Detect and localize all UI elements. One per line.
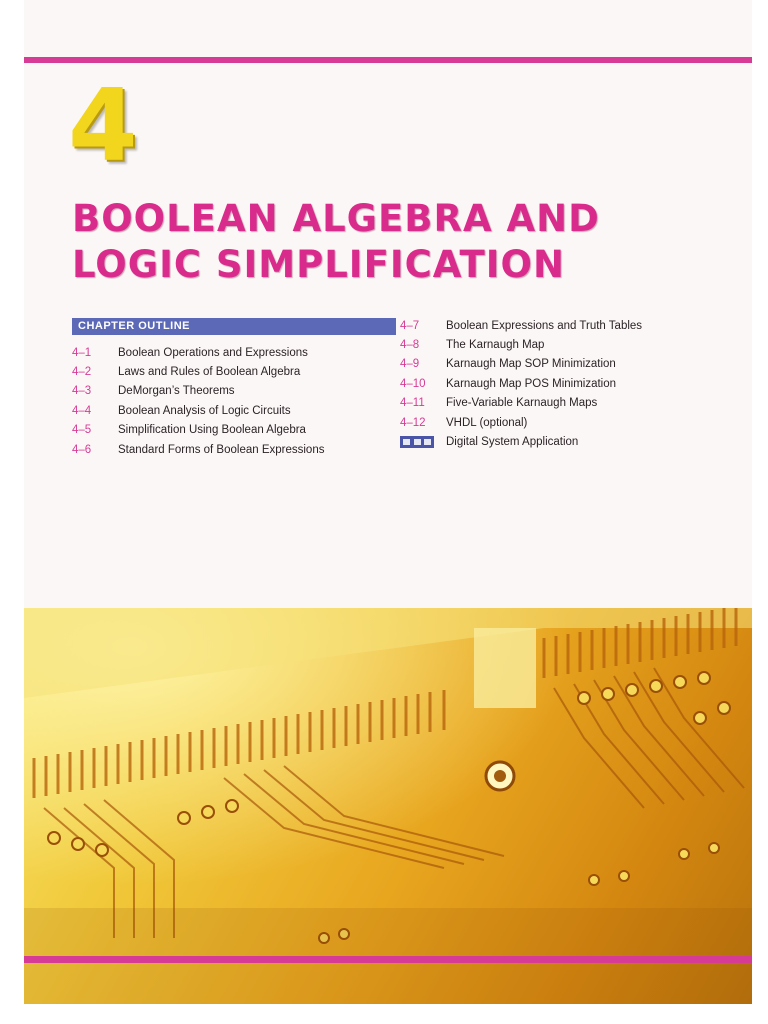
- section-title: Karnaugh Map SOP Minimization: [446, 358, 616, 371]
- chapter-opener-page: [24, 0, 752, 1004]
- section-title: Karnaugh Map POS Minimization: [446, 377, 617, 390]
- section-number: 4–6: [72, 443, 92, 456]
- section-number: 4–8: [400, 339, 420, 352]
- digital-system-application-icon: [400, 436, 434, 448]
- section-title: Boolean Operations and Expressions: [118, 346, 308, 359]
- chapter-outline-heading: CHAPTER OUTLINE: [72, 318, 396, 335]
- outline-list-right: [400, 316, 720, 452]
- chapter-title-line-1: BOOLEAN ALGEBRA AND: [72, 197, 600, 240]
- circuit-board-photo: [24, 608, 752, 1004]
- top-rule: [24, 57, 752, 63]
- outline-item[interactable]: [72, 362, 402, 381]
- outline-item[interactable]: [72, 421, 402, 440]
- outline-item[interactable]: [72, 382, 402, 401]
- chapter-number: 4: [68, 67, 138, 184]
- section-title: Digital System Application: [446, 436, 579, 449]
- section-number: 4–7: [400, 319, 420, 332]
- outline-item[interactable]: [400, 374, 720, 393]
- outline-item[interactable]: [400, 413, 720, 432]
- chapter-title: [72, 196, 732, 288]
- section-title: Boolean Analysis of Logic Circuits: [118, 404, 291, 417]
- section-title: The Karnaugh Map: [446, 339, 545, 352]
- section-number: 4–9: [400, 358, 420, 371]
- bottom-rule: [24, 956, 752, 963]
- outline-item[interactable]: [400, 355, 720, 374]
- section-number: 4–3: [72, 385, 92, 398]
- chapter-title-line-2: LOGIC SIMPLIFICATION: [72, 243, 565, 286]
- section-title: VHDL (optional): [446, 416, 528, 429]
- outline-item[interactable]: [400, 316, 720, 335]
- section-number: 4–11: [400, 397, 425, 410]
- outline-item-application[interactable]: [400, 432, 720, 451]
- outline-list-left: [72, 343, 402, 459]
- section-title: Standard Forms of Boolean Expressions: [118, 443, 325, 456]
- section-number: 4–1: [72, 346, 92, 359]
- section-title: Simplification Using Boolean Algebra: [118, 424, 306, 437]
- section-title: Five-Variable Karnaugh Maps: [446, 397, 598, 410]
- outline-item[interactable]: [72, 440, 402, 459]
- outline-item[interactable]: [72, 343, 402, 362]
- section-title: Boolean Expressions and Truth Tables: [446, 319, 643, 332]
- section-title: Laws and Rules of Boolean Algebra: [118, 366, 301, 379]
- section-number: 4–4: [72, 404, 92, 417]
- section-number: 4–2: [72, 366, 92, 379]
- section-number: 4–5: [72, 424, 92, 437]
- section-number: 4–12: [400, 416, 426, 429]
- section-number: 4–10: [400, 377, 426, 390]
- section-title: DeMorgan’s Theorems: [118, 385, 235, 398]
- outline-item[interactable]: [400, 335, 720, 354]
- outline-item[interactable]: [400, 394, 720, 413]
- outline-item[interactable]: [72, 401, 402, 420]
- circuit-board-illustration: [24, 608, 752, 1004]
